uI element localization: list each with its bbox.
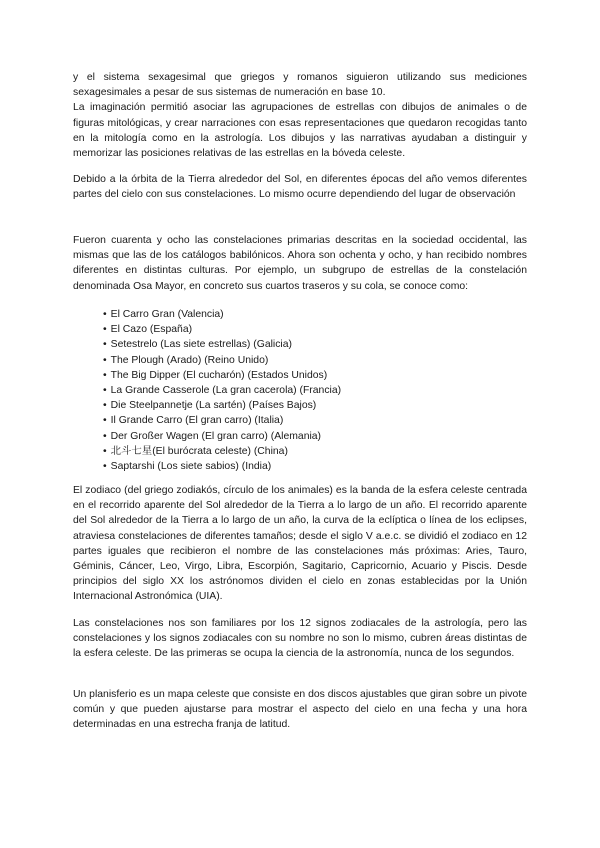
list-item: • Der Großer Wagen (El gran carro) (Alemania) [103, 429, 503, 444]
constellation-names-list [103, 307, 503, 474]
list-item: • Il Grande Carro (El gran carro) (Italia) [103, 413, 503, 428]
list-item: • 北斗七星(El burócrata celeste) (China) [103, 444, 503, 459]
paragraph-planisferio: Un planisferio es un mapa celeste que consiste en dos discos ajustables que giran sobre un pivote común y que pueden ajustarse para mostrar el aspecto del cielo en una fecha y una hora determinadas en una estrecha franja de latitud. [73, 689, 528, 731]
list-item: • Die Steelpannetje (La sartén) (Países Bajos) [103, 398, 503, 413]
paragraph-sexagesimal: y el sistema sexagesimal que griegos y romanos siguieron utilizando sus mediciones sexagesimales a pesar de sus sistemas de numeración en base 10. [73, 72, 527, 99]
list-item: • El Carro Gran (Valencia) [103, 307, 503, 322]
list-item: • Saptarshi (Los siete sabios) (India) [103, 459, 503, 474]
intro-block [73, 70, 527, 161]
list-item: • The Plough (Arado) (Reino Unido) [103, 353, 503, 368]
paragraph-signos: Las constelaciones nos son familiares por los 12 signos zodiacales de la astrología, pero las constelaciones y los signos zodiacales con su nombre no son lo mismo, cubren áreas distintas de la esfera celeste. De las primeras se ocupa la ciencia de la astronomía, nunca de los segundos. [73, 618, 527, 660]
list-item: • The Big Dipper (El cucharón) (Estados Unidos) [103, 368, 503, 383]
paragraph-zodiaco-block [73, 483, 527, 605]
paragraph-orbita: Debido a la órbita de la Tierra alrededor del Sol, en diferentes épocas del año vemos diferentes partes del cielo con sus constelaciones. Lo mismo ocurre dependiendo del lugar de observación [73, 174, 527, 201]
paragraph-orbita-block [73, 172, 527, 202]
list-item: • La Grande Casserole (La gran cacerola) (Francia) [103, 383, 503, 398]
paragraph-signos-block [73, 616, 527, 662]
list-item: • Setestrelo (Las siete estrellas) (Galicia) [103, 337, 503, 352]
paragraph-imaginacion: La imaginación permitió asociar las agrupaciones de estrellas con dibujos de animales o de figuras mitológicas, y crear narraciones con esas representaciones que quedaron recogidas tanto en la mitología como en la astrología. Los dibujos y las narrativas ayudaban a distinguir y memorizar las posiciones relativas de las estrellas en la bóveda celeste. [73, 102, 527, 160]
paragraph-constelaciones-block [73, 233, 527, 294]
paragraph-zodiaco: El zodiaco (del griego zodiakós, círculo de los animales) es la banda de la esfera celeste centrada en el recorrido aparente del Sol alrededor de la Tierra a lo largo de un año. El recorrido aparente del Sol alrededor de la Tierra a lo largo de un año, la curva de la eclíptica o línea de los eclipses, atraviesa constelaciones de diferentes tamaños; desde el siglo V a.e.c. se dividió el zodiaco en 12 partes iguales que recibieron el nombre de las constelaciones más próximas: Aries, Tauro, Géminis, Cáncer, Leo, Virgo, Libra, Escorpión, Sagitario, Capricornio, Acuario y Piscis. Desde principios del siglo XX los astrónomos dividen el cielo en zonas establecidas por la Unión Internacional Astronómica (UIA). [73, 485, 527, 603]
paragraph-constelaciones: Fueron cuarenta y ocho las constelaciones primarias descritas en la sociedad occidental, las mismas que las de los catálogos babilónicos. Ahora son ochenta y ocho, y han recibido nombres diferentes en distintas culturas. Por ejemplo, un subgrupo de estrellas de la constelación denominada Osa Mayor, en concreto sus cuartos traseros y su cola, se conoce como: [73, 235, 527, 292]
list-item: • El Cazo (España) [103, 322, 503, 337]
paragraph-planisferio-block [73, 687, 527, 733]
